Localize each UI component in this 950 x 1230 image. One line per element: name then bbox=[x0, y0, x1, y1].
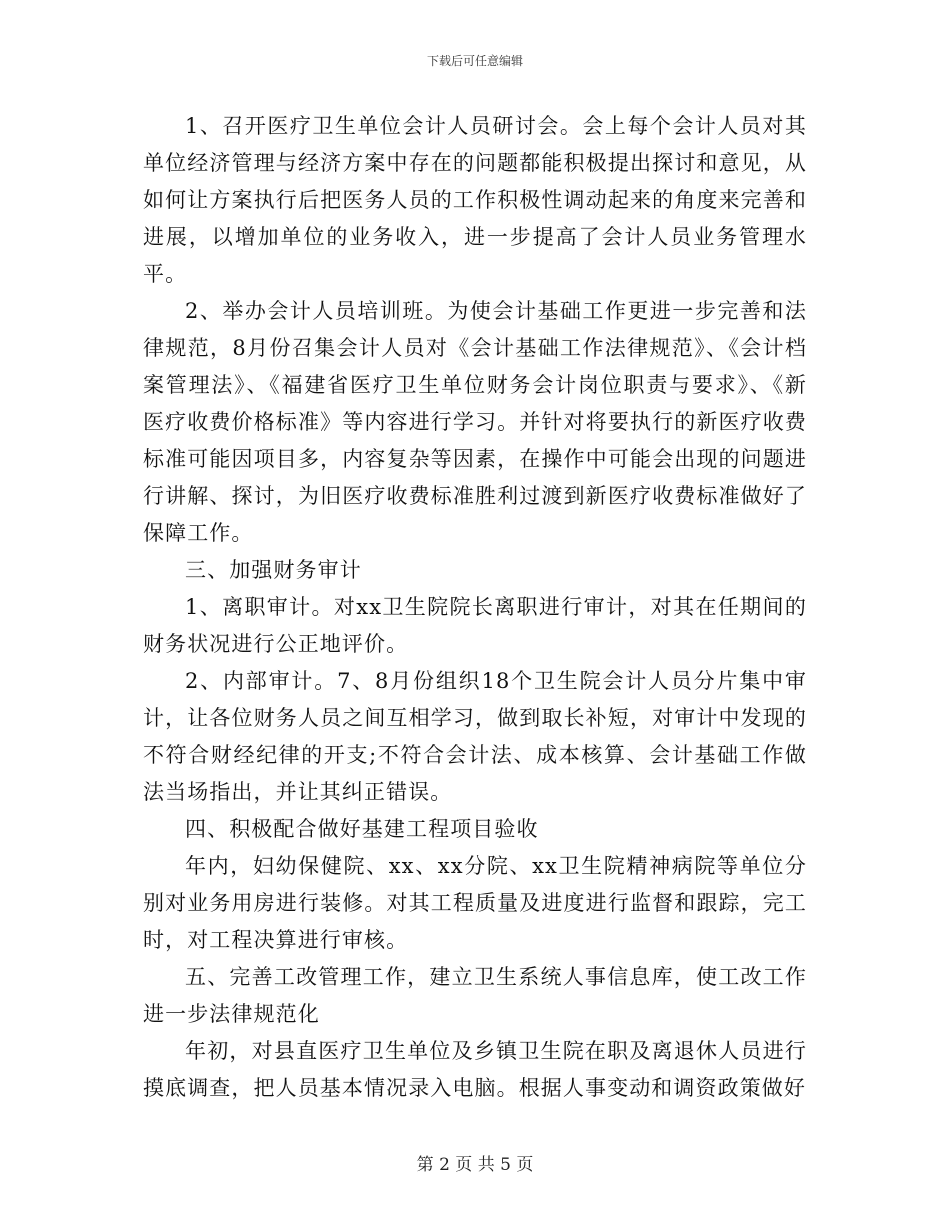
page-header: 下载后可任意编辑 bbox=[426, 54, 523, 68]
section-heading-personnel: 五、完善工改管理工作，建立卫生系统人事信息库，使工改工作进一步法律规范化 bbox=[143, 965, 807, 1026]
paragraph-internal-audit: 2、内部审计。7、8月份组织18个卫生院会计人员分片集中审计，让各位财务人员之间互相学习，做到取长补短，对审计中发现的不符合财经纪律的开支;不符合会计法、成本核算、会计基础工作做法当场指出，并让其纠正错误。 bbox=[143, 669, 807, 804]
section-heading-construction: 四、积极配合做好基建工程项目验收 bbox=[185, 817, 539, 841]
document-body bbox=[143, 108, 807, 1107]
section-heading-audit: 三、加强财务审计 bbox=[185, 558, 362, 582]
paragraph-renovation: 年内，妇幼保健院、xx、xx分院、xx卫生院精神病院等单位分别对业务用房进行装修。对其工程质量及进度进行监督和跟踪，完工时，对工程决算进行审核。 bbox=[143, 854, 807, 952]
paragraph-seminar: 1、召开医疗卫生单位会计人员研讨会。会上每个会计人员对其单位经济管理与经济方案中存在的问题都能积极提出探讨和意见，从如何让方案执行后把医务人员的工作积极性调动起来的角度来完善和进展，以增加单位的业务收入，进一步提高了会计人员业务管理水平。 bbox=[143, 114, 807, 286]
paragraph-survey: 年初，对县直医疗卫生单位及乡镇卫生院在职及离退休人员进行摸底调查，把人员基本情况录入电脑。根据人事变动和调资政策做好 bbox=[143, 1039, 807, 1100]
paragraph-resignation-audit: 1、离职审计。对xx卫生院院长离职进行审计，对其在任期间的财务状况进行公正地评价。 bbox=[143, 595, 807, 656]
page-number: 第 2 页 共 5 页 bbox=[416, 1155, 534, 1175]
paragraph-training: 2、举办会计人员培训班。为使会计基础工作更进一步完善和法律规范，8月份召集会计人员对《会计基础工作法律规范》、《会计档案管理法》、《福建省医疗卫生单位财务会计岗位职责与要求》、《新医疗收费价格标准》等内容进行学习。并针对将要执行的新医疗收费标准可能因项目多，内容复杂等因素，在操作中可能会出现的问题进行讲解、探讨，为旧医疗收费标准胜利过渡到新医疗收费标准做好了保障工作。 bbox=[143, 299, 807, 545]
